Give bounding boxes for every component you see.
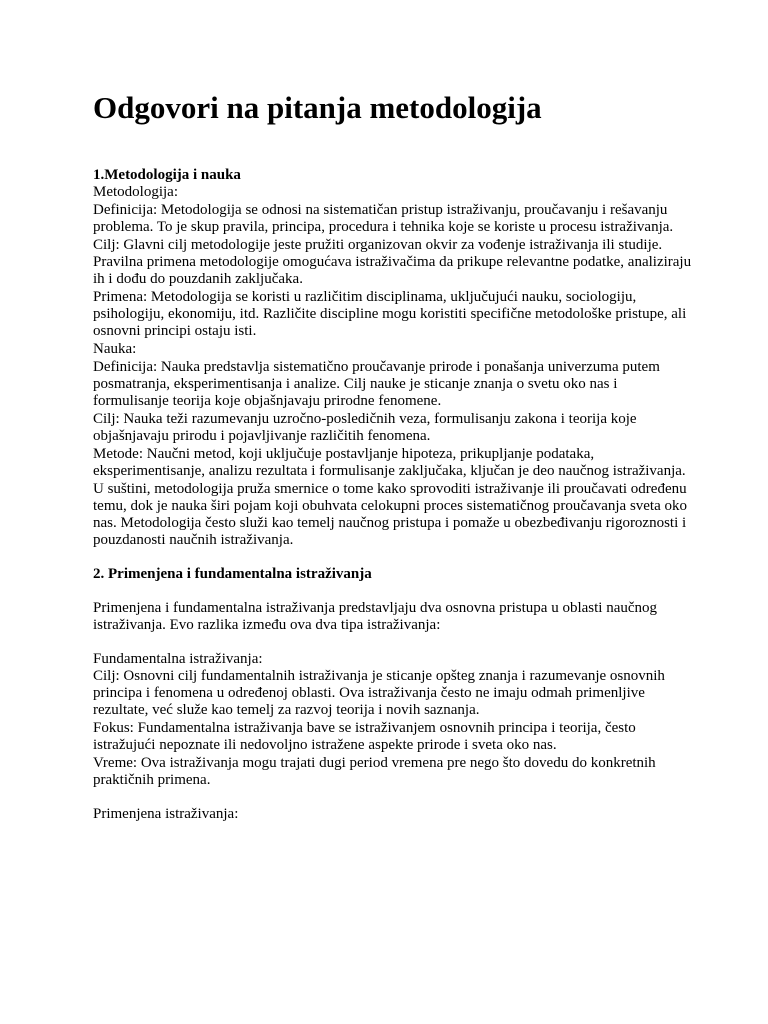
paragraph-cilj-metodologija: Cilj: Glavni cilj metodologije jeste pružiti organizovan okvir za vođenje istraživanja ili studije. Pravilna primena metodologije omogućava istraživačima da prikupe relevantne podatke, analiziraju ih i dođu do pouzdanih zaključaka. [93,237,692,287]
section-metodologija-i-nauka [93,167,693,549]
section-heading: 1.Metodologija i nauka [93,167,241,183]
paragraph-summary: U suštini, metodologija pruža smernice o tome kako sprovoditi istraživanje ili proučavati određenu temu, dok je nauka širi pojam koji obuhvata celokupni proces sistematičnog proučavanja sveta oko nas. Metodologija često služi kao temelj naučnog pristupa i pomaže u obezbeđivanju rigoroznosti i pouzdanosti naučnih istraživanja. [93,481,688,548]
section-primenjena-i-fundamentalna [93,566,693,823]
paragraph-vreme-fundamentalna: Vreme: Ova istraživanja mogu trajati dugi period vremena pre nego što dovedu do konkretnih praktičnih primena. [93,755,656,788]
paragraph-definicija-nauka: Definicija: Nauka predstavlja sistematično proučavanje prirode i ponašanja univerzuma putem posmatranja, eksperimentisanja i analize. Cilj nauke je sticanje znanja o svetu oko nas i formulisanje teorija koje objašnjavaju prirodne fenomene. [93,359,660,409]
paragraph-cilj-fundamentalna: Cilj: Osnovni cilj fundamentalnih istraživanja je sticanje opšteg znanja i razumevanje osnovnih principa i fenomena u određenoj oblasti. Ova istraživanja često ne imaju odmah primenljive rezultate, već služe kao temelj za razvoj teorija i novih saznanja. [93,668,665,718]
paragraph-cilj-nauka: Cilj: Nauka teži razumevanju uzročno-posledičnih veza, formulisanju zakona i teorija koje objašnjavaju prirodu i pojavljivanje različitih fenomena. [93,411,637,444]
spacer [93,583,693,600]
paragraph-metode-nauka: Metode: Naučni metod, koji uključuje postavljanje hipoteza, prikupljanje podataka, eksperimentisanje, analizu rezultata i formulisanje zaključaka, ključan je deo naučnog istraživanja. [93,446,686,479]
subheading-fundamentalna: Fundamentalna istraživanja: [93,651,263,667]
paragraph-definicija-metodologija: Definicija: Metodologija se odnosi na sistematičan pristup istraživanju, proučavanju i rešavanju problema. To je skup pravila, principa, procedura i tehnika koje se koriste u procesu istraživanja. [93,202,674,235]
paragraph-primena-metodologija: Primena: Metodologija se koristi u različitim disciplinama, uključujući nauku, sociologiju, psihologiju, ekonomiju, itd. Različite discipline mogu koristiti specifične metodološke pristupe, ali osnovni principi ostaju isti. [93,289,687,339]
subheading-nauka: Nauka: [93,341,137,357]
paragraph-fokus-fundamentalna: Fokus: Fundamentalna istraživanja bave se istraživanjem osnovnih principa i teorija, često istražujući nepoznate ili nedovoljno istražene aspekte prirode i sveta oko nas. [93,720,636,753]
document-title: Odgovori na pitanja metodologija [93,90,542,125]
paragraph-intro: Primenjena i fundamentalna istraživanja predstavljaju dva osnovna pristupa u oblasti naučnog istraživanja. Evo razlika između ova dva tipa istraživanja: [93,600,658,633]
subheading-primenjena: Primenjena istraživanja: [93,806,239,822]
section-heading: 2. Primenjena i fundamentalna istraživanja [93,566,372,582]
spacer [93,789,693,806]
spacer [93,634,693,651]
document-page [93,84,693,823]
subheading-metodologija: Metodologija: [93,184,178,200]
spacer [93,549,693,566]
